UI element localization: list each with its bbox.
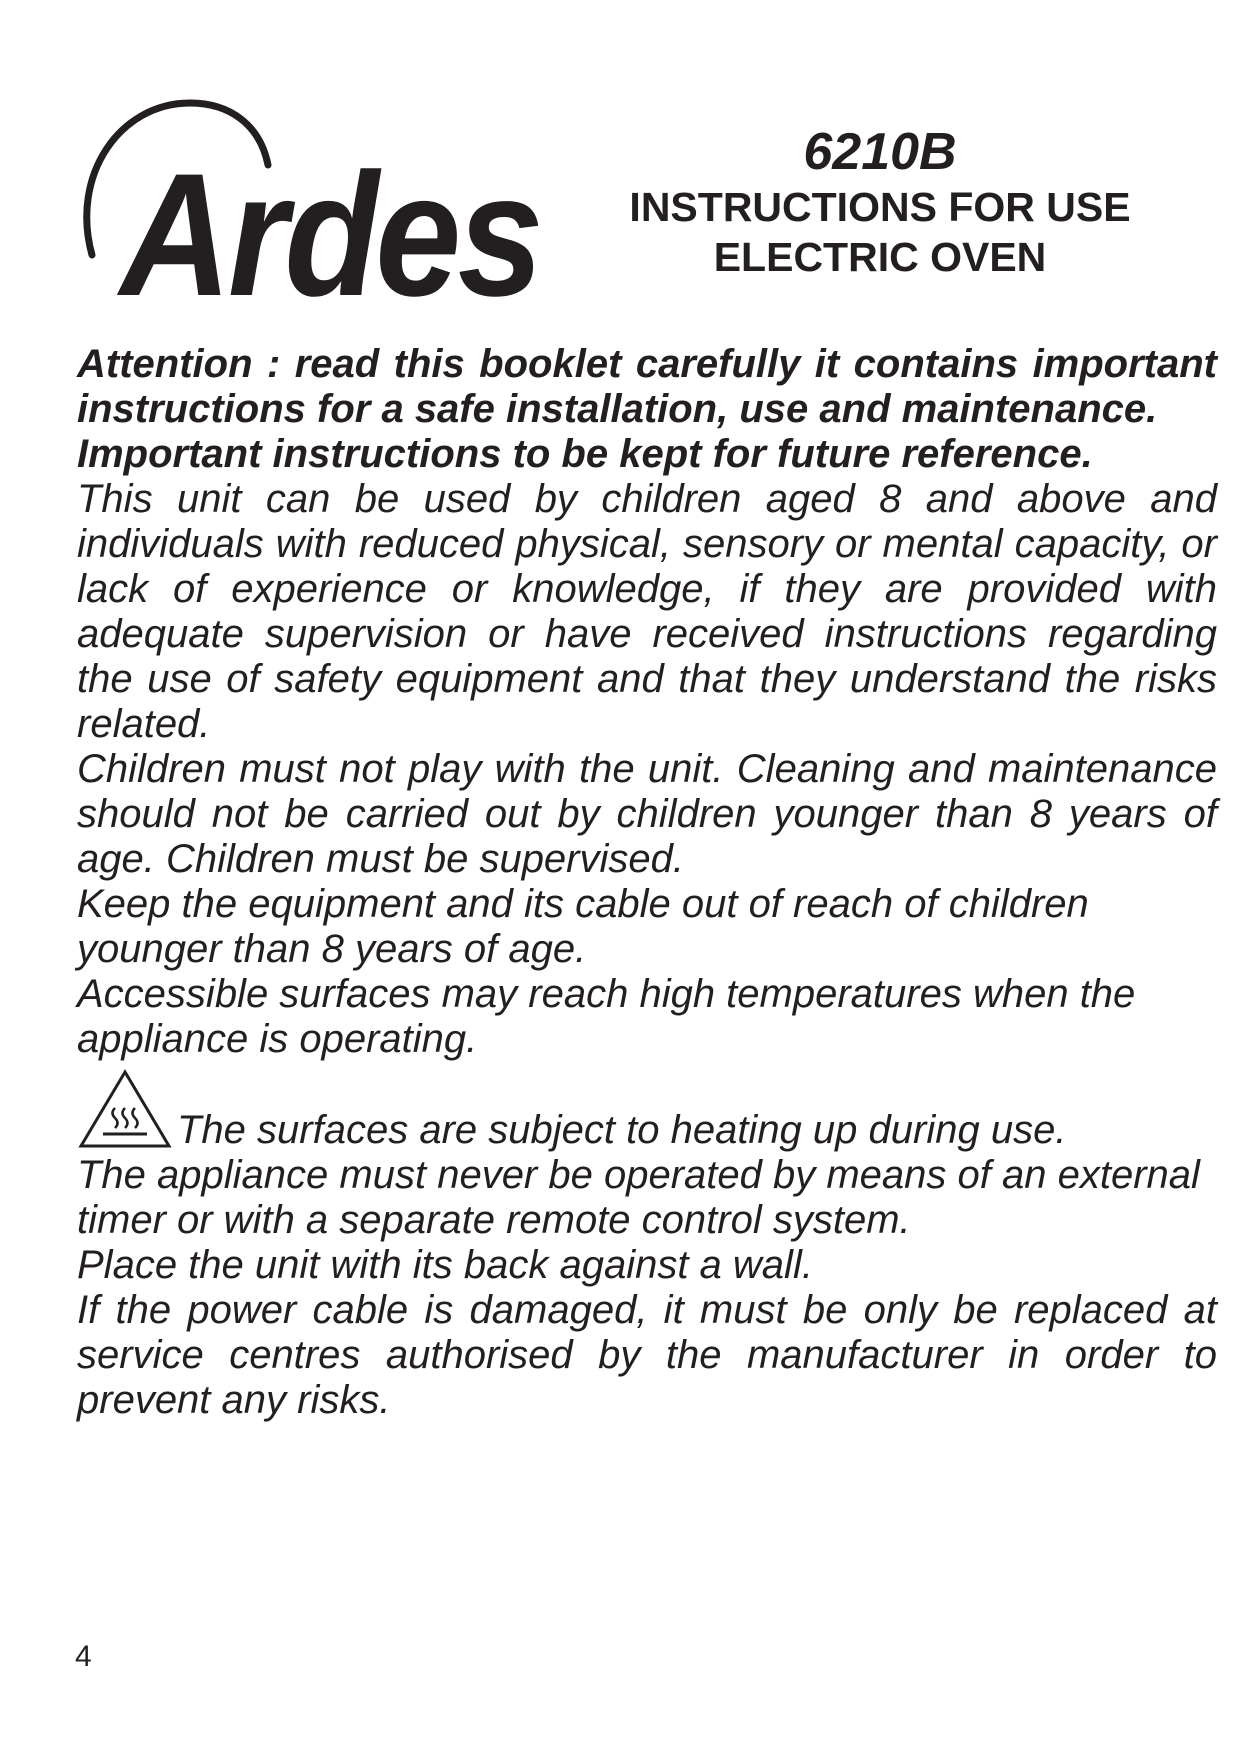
external-timer-paragraph: The appliance must never be operated by means of an external timer or with a separate remote control system. — [77, 1153, 1200, 1242]
hot-surface-warning-icon — [77, 1068, 173, 1152]
keep-out-of-reach-paragraph: Keep the equipment and its cable out of reach of children younger than 8 years of age. — [77, 882, 1089, 971]
warning-text: The surfaces are subject to heating up during use. — [177, 1108, 1067, 1152]
ardes-logo — [80, 95, 570, 315]
document-header — [560, 122, 1200, 282]
power-cable-paragraph: If the power cable is damaged, it must be only be replaced at service centres authorised by the manufacturer in order to prevent any risks. — [77, 1288, 1217, 1422]
attention-paragraph: Attention : read this booklet carefully it contains important instructions for a safe installation, use and maintenance. — [77, 342, 1217, 431]
model-number: 6210B — [803, 123, 957, 181]
header-title-line2: ELECTRIC OVEN — [713, 234, 1047, 280]
page-number: 4 — [75, 1640, 92, 1673]
hot-surfaces-paragraph: Accessible surfaces may reach high temperatures when the appliance is operating. — [77, 972, 1136, 1061]
ardes-logo-icon — [80, 95, 570, 315]
placement-paragraph: Place the unit with its back against a wall. — [77, 1243, 813, 1287]
important-paragraph: Important instructions to be kept for future reference. — [77, 432, 1093, 476]
children-use-paragraph: This unit can be used by children aged 8 and above and individuals with reduced physical, sensory or mental capacity, or lack of experience or knowledge, if they are provided with adequate supervision or have received instructions regarding the use of safety equipment and that they understand the risks related. — [77, 477, 1217, 746]
children-play-paragraph: Children must not play with the unit. Cleaning and maintenance should not be carried out by children younger than 8 years of age. Children must be supervised. — [77, 747, 1217, 881]
svg-text:Ardes: Ardes — [116, 138, 540, 315]
hot-surface-warning — [77, 1070, 1217, 1153]
instructions-body — [77, 342, 1217, 1423]
header-title-line1: INSTRUCTIONS FOR USE — [629, 184, 1131, 230]
